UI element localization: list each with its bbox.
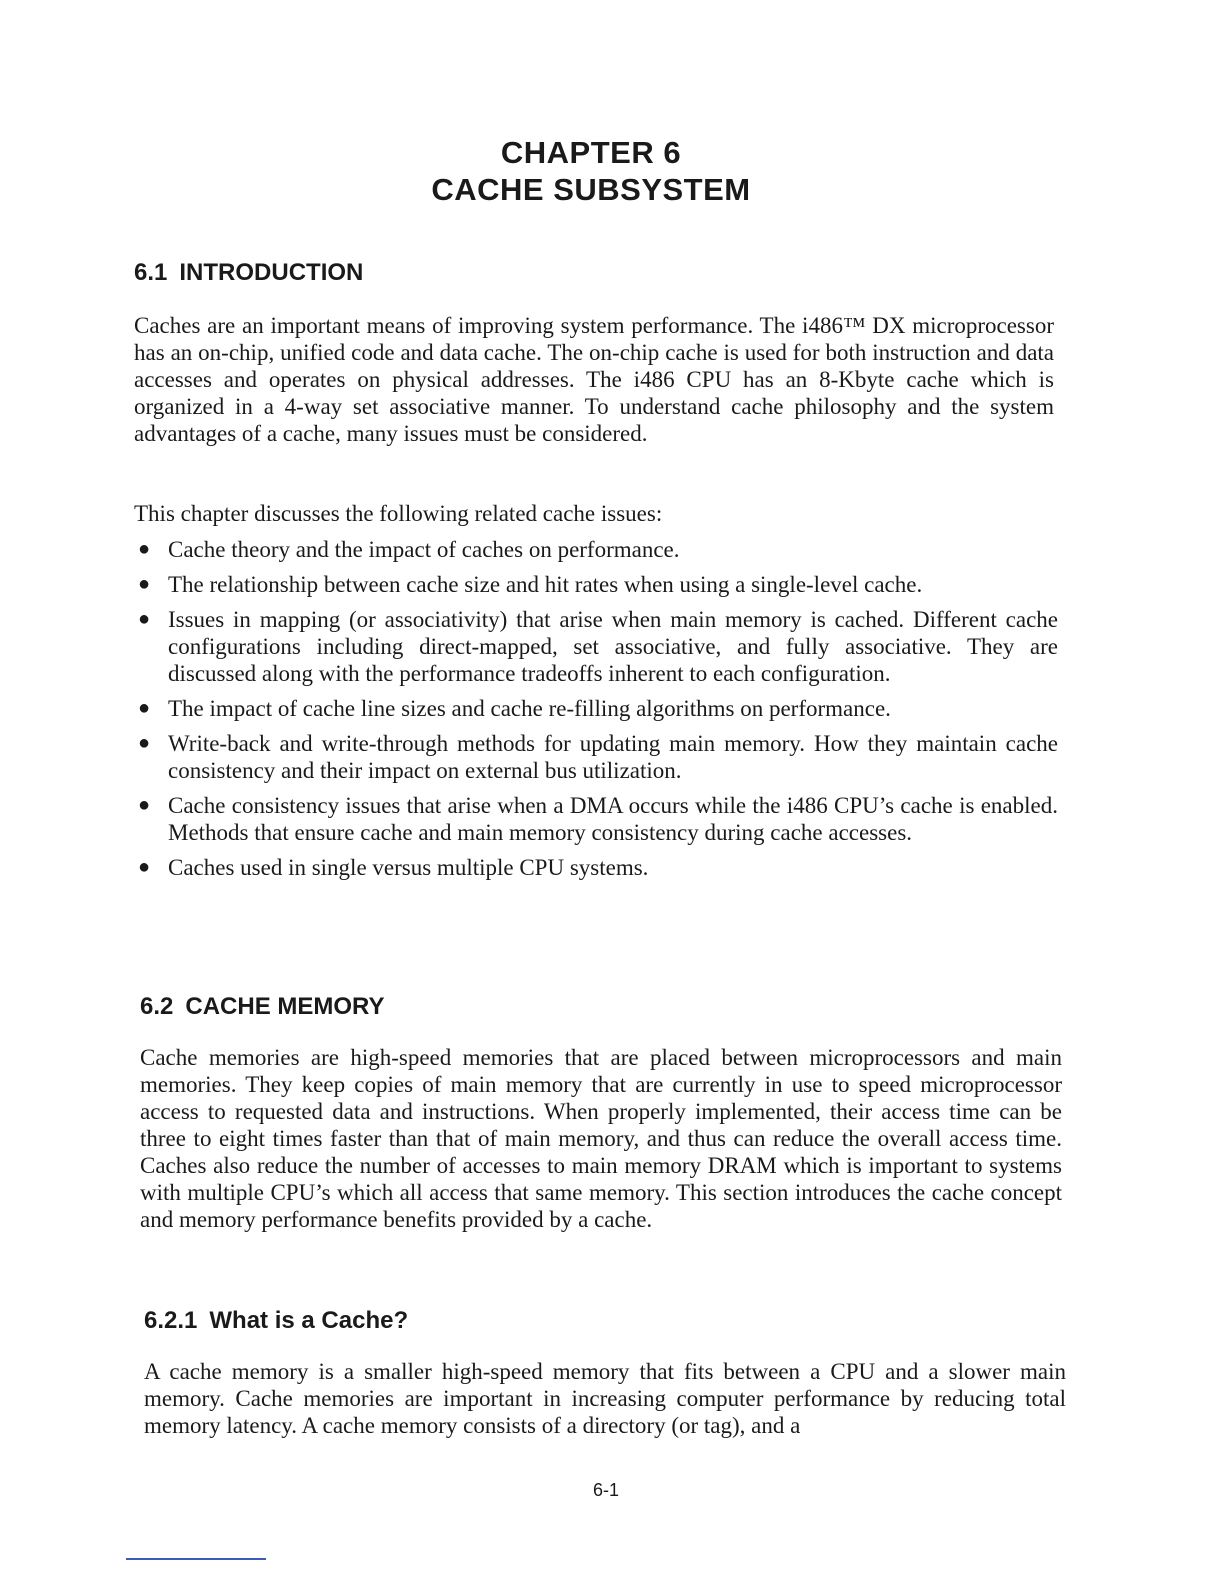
section-title: CACHE MEMORY bbox=[185, 993, 385, 1020]
list-item: ● Caches used in single versus multiple CPU systems. bbox=[138, 855, 649, 880]
footer-rule bbox=[126, 1558, 266, 1560]
chapter-title bbox=[0, 134, 1182, 208]
intro-paragraph: Caches are an important means of improving system performance. The i486™ DX microprocessor has an on-chip, unified code and data cache. The on-chip cache is used for both instruction and data accesses and operates on physical addresses. The i486 CPU has an 8-Kbyte cache which is organized in a 4-way set associative manner. To understand cache philosophy and the system advantages of a cache, many issues must be considered. bbox=[134, 313, 1054, 446]
list-item: ● Write-back and write-through methods for updating main memory. How they maintain cache consistency and their impact on external bus utilization. bbox=[138, 731, 1058, 783]
issues-intro-paragraph: This chapter discusses the following related cache issues: bbox=[134, 501, 663, 526]
bullet-icon: ● bbox=[138, 697, 151, 719]
bullet-icon: ● bbox=[138, 538, 151, 560]
section-title: INTRODUCTION bbox=[179, 259, 364, 286]
chapter-name: CACHE SUBSYSTEM bbox=[431, 172, 751, 207]
section-number: 6.2.1 bbox=[144, 1307, 198, 1334]
section-title: What is a Cache? bbox=[209, 1307, 409, 1334]
list-item: ● Cache theory and the impact of caches on performance. bbox=[138, 537, 680, 562]
list-item: ● The relationship between cache size and hit rates when using a single-level cache. bbox=[138, 572, 923, 597]
bullet-icon: ● bbox=[138, 732, 151, 754]
list-item: ● Cache consistency issues that arise when a DMA occurs while the i486 CPU’s cache is enabled. Methods that ensure cache and main memory consistency during cache accesses. bbox=[138, 793, 1058, 845]
cache-memory-paragraph: Cache memories are high-speed memories that are placed between microprocessors and main memories. They keep copies of main memory that are currently in use to speed microprocessor access to requested data and instructions. When properly implemented, their access time can be three to eight times faster than that of main memory, and thus can reduce the overall access time. Caches also reduce the number of accesses to main memory DRAM which is important to systems with multiple CPU’s which all access that same memory. This section introduces the cache concept and memory performance benefits provided by a cache. bbox=[140, 1045, 1062, 1232]
bullet-icon: ● bbox=[138, 573, 151, 595]
section-number: 6.1 bbox=[134, 259, 168, 286]
list-item: ● Issues in mapping (or associativity) that arise when main memory is cached. Different cache configurations including direct-mapped, set associative, and fully associative. They are discussed along with the performance tradeoffs inherent to each configuration. bbox=[138, 607, 1058, 686]
section-number: 6.2 bbox=[140, 993, 174, 1020]
cache-issues-list bbox=[134, 536, 1058, 889]
section-heading-6-2 bbox=[140, 993, 385, 1021]
bullet-icon: ● bbox=[138, 794, 151, 816]
what-is-cache-paragraph: A cache memory is a smaller high-speed memory that fits between a CPU and a slower main memory. Cache memories are important in increasing computer performance by reducing total memory latency. A cache memory consists of a directory (or tag), and a bbox=[144, 1359, 1066, 1438]
list-item: ● The impact of cache line sizes and cache re-filling algorithms on performance. bbox=[138, 696, 891, 721]
chapter-number: CHAPTER 6 bbox=[500, 135, 682, 170]
section-heading-6-1 bbox=[134, 259, 363, 287]
section-heading-6-2-1 bbox=[144, 1307, 408, 1335]
bullet-icon: ● bbox=[138, 608, 151, 630]
page-number: 6-1 bbox=[592, 1480, 619, 1500]
bullet-icon: ● bbox=[138, 856, 151, 878]
